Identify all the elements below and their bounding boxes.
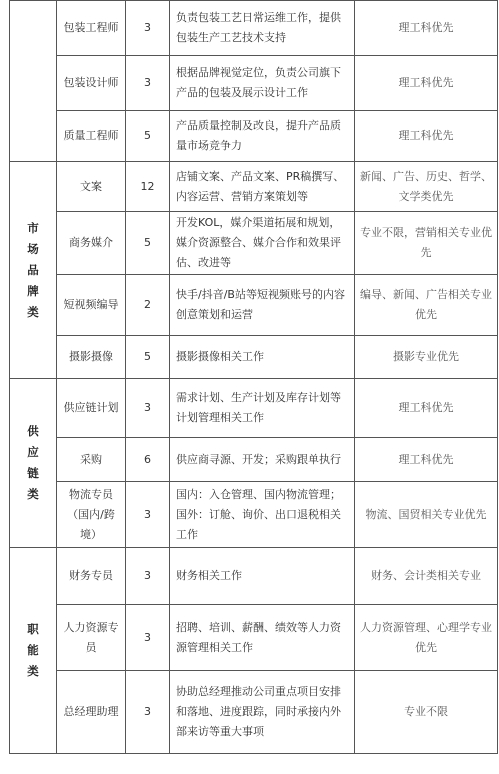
duties-cell: 开发KOL，媒介渠道拓展和规划，媒介资源整合、媒介合作和效果评估、改进等 [170, 212, 355, 275]
count-cell: 3 [126, 605, 170, 671]
requirement-cell: 理工科优先 [355, 111, 498, 162]
position-cell: 短视频编导 [57, 275, 126, 336]
requirement-cell: 专业不限，营销相关专业优先 [355, 212, 498, 275]
table-row [10, 379, 498, 438]
category-cell: 市场品牌类 [10, 162, 57, 379]
duties-cell: 店铺文案、产品文案、PR稿撰写、内容运营、营销方案策划等 [170, 162, 355, 212]
position-cell: 摄影摄像 [57, 336, 126, 379]
table-row [10, 111, 498, 162]
count-cell: 5 [126, 111, 170, 162]
duties-cell: 根据品牌视觉定位，负责公司旗下产品的包装及展示设计工作 [170, 56, 355, 111]
duties-cell: 负责包装工艺日常运维工作，提供包装生产工艺技术支持 [170, 1, 355, 56]
requirement-cell: 理工科优先 [355, 438, 498, 482]
count-cell: 5 [126, 212, 170, 275]
requirement-cell: 新闻、广告、历史、哲学、文学类优先 [355, 162, 498, 212]
count-cell: 3 [126, 1, 170, 56]
recruitment-table [9, 0, 498, 754]
duties-cell: 财务相关工作 [170, 548, 355, 605]
requirement-cell: 理工科优先 [355, 1, 498, 56]
position-cell: 商务媒介 [57, 212, 126, 275]
position-cell: 供应链计划 [57, 379, 126, 438]
duties-cell: 国内：入仓管理、国内物流管理；国外：订舱、询价、出口退税相关工作 [170, 482, 355, 548]
count-cell: 3 [126, 379, 170, 438]
requirement-cell: 理工科优先 [355, 379, 498, 438]
table-row [10, 212, 498, 275]
table-row [10, 482, 498, 548]
position-cell: 物流专员（国内/跨境） [57, 482, 126, 548]
count-cell: 3 [126, 671, 170, 754]
count-cell: 5 [126, 336, 170, 379]
requirement-cell: 理工科优先 [355, 56, 498, 111]
count-cell: 3 [126, 548, 170, 605]
table-row [10, 438, 498, 482]
position-cell: 包装工程师 [57, 1, 126, 56]
position-cell: 采购 [57, 438, 126, 482]
table-row [10, 336, 498, 379]
duties-cell: 供应商寻源、开发；采购跟单执行 [170, 438, 355, 482]
table-row [10, 162, 498, 212]
count-cell: 2 [126, 275, 170, 336]
category-cell: 职能类 [10, 548, 57, 754]
duties-cell: 协助总经理推动公司重点项目安排和落地、进度跟踪，同时承接内外部来访等重大事项 [170, 671, 355, 754]
table-row [10, 1, 498, 56]
position-cell: 文案 [57, 162, 126, 212]
category-cell: 供应链类 [10, 379, 57, 548]
duties-cell: 产品质量控制及改良，提升产品质量市场竞争力 [170, 111, 355, 162]
table-row [10, 275, 498, 336]
position-cell: 质量工程师 [57, 111, 126, 162]
requirement-cell: 财务、会计类相关专业 [355, 548, 498, 605]
table-row [10, 56, 498, 111]
duties-cell: 摄影摄像相关工作 [170, 336, 355, 379]
duties-cell: 招聘、培训、薪酬、绩效等人力资源管理相关工作 [170, 605, 355, 671]
table-row [10, 548, 498, 605]
count-cell: 6 [126, 438, 170, 482]
position-cell: 总经理助理 [57, 671, 126, 754]
requirement-cell: 摄影专业优先 [355, 336, 498, 379]
table-row [10, 605, 498, 671]
category-cell [10, 1, 57, 162]
position-cell: 包装设计师 [57, 56, 126, 111]
table-row [10, 671, 498, 754]
count-cell: 3 [126, 482, 170, 548]
requirement-cell: 人力资源管理、心理学专业优先 [355, 605, 498, 671]
count-cell: 12 [126, 162, 170, 212]
duties-cell: 快手/抖音/B站等短视频账号的内容创意策划和运营 [170, 275, 355, 336]
count-cell: 3 [126, 56, 170, 111]
duties-cell: 需求计划、生产计划及库存计划等计划管理相关工作 [170, 379, 355, 438]
requirement-cell: 物流、国贸相关专业优先 [355, 482, 498, 548]
requirement-cell: 编导、新闻、广告相关专业优先 [355, 275, 498, 336]
requirement-cell: 专业不限 [355, 671, 498, 754]
position-cell: 财务专员 [57, 548, 126, 605]
position-cell: 人力资源专员 [57, 605, 126, 671]
